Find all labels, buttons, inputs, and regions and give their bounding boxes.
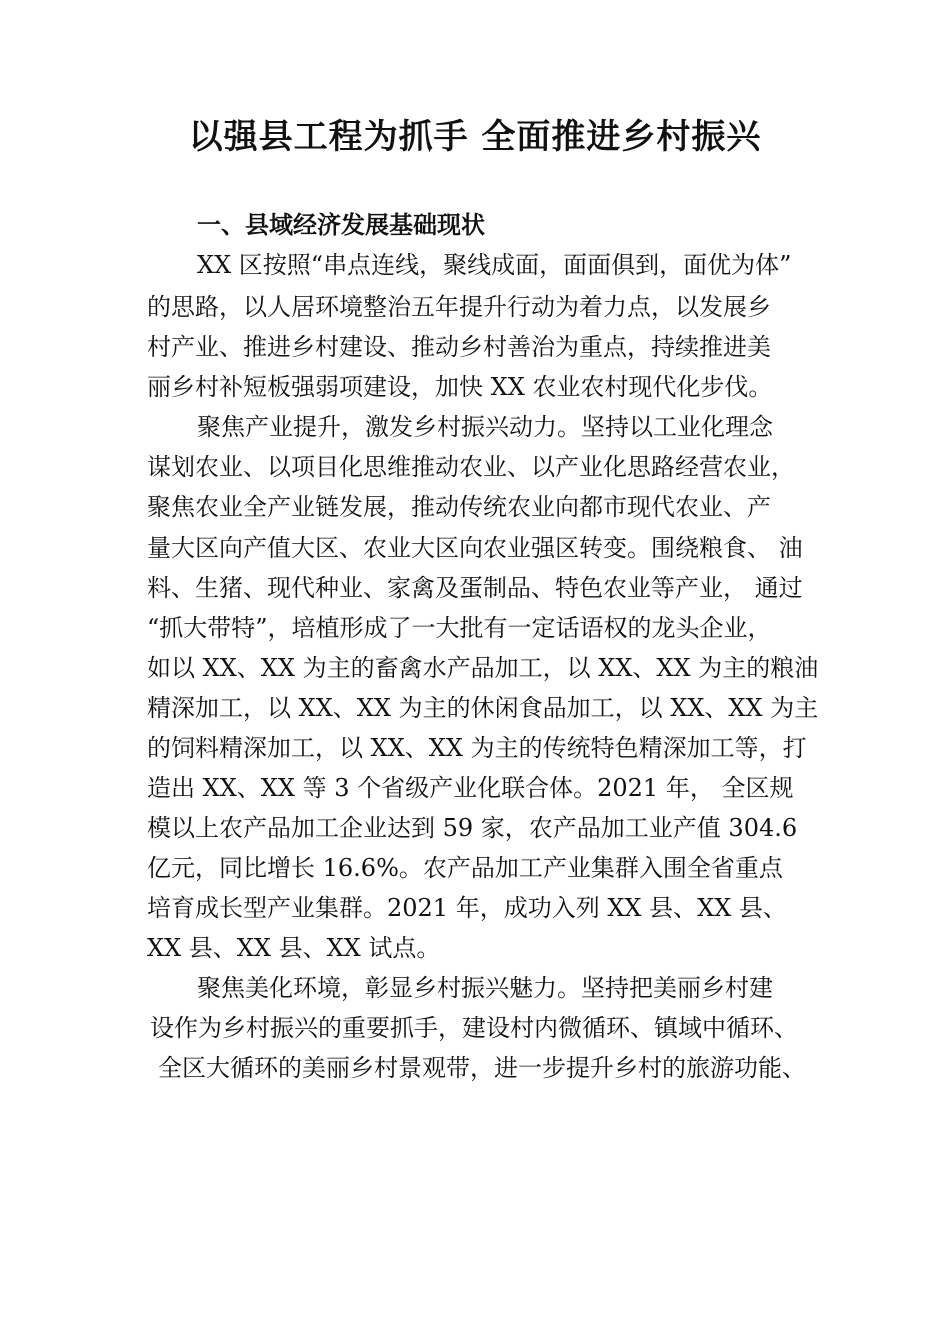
paragraph-2-line: 精深加工，以 XX、XX 为主的休闲食品加工，以 XX、XX 为主 (147, 694, 819, 722)
section-heading: 一、县域经济发展基础现状 (197, 211, 485, 239)
paragraph-2-line: “抓大带特”，培植形成了一大批有一定话语权的龙头企业， (147, 614, 772, 642)
paragraph-3-line: 聚焦美化环境，彰显乡村振兴魅力。坚持把美丽乡村建 (197, 974, 773, 1002)
paragraph-2-line: 聚焦产业提升，激发乡村振兴动力。坚持以工业化理念 (197, 413, 773, 441)
paragraph-3-line: 设作为乡村振兴的重要抓手，建设村内微循环、镇域中循环、 (150, 1014, 798, 1042)
paragraph-2-line: 培育成长型产业集群。2021 年，成功入列 XX 县、XX 县、 (147, 894, 787, 922)
paragraph-1-line: XX 区按照“串点连线，聚线成面，面面俱到，面优为体” (197, 251, 792, 279)
paragraph-1-line: 丽乡村补短板强弱项建设，加快 XX 农业农村现代化步伐。 (147, 373, 773, 401)
paragraph-2-line: 模以上农产品加工企业达到 59 家，农产品加工业产值 304.6 (147, 814, 798, 842)
paragraph-1-line: 村产业、推进乡村建设、推动乡村善治为重点，持续推进美 (147, 333, 771, 361)
paragraph-2-line: 谋划农业、以项目化思维推动农业、以产业化思路经营农业， (147, 453, 795, 481)
paragraph-2-line: 料、生猪、现代种业、家禽及蛋制品、特色农业等产业， 通过 (147, 574, 803, 602)
paragraph-2-line: 量大区向产值大区、农业大区向农业强区转变。围绕粮食、 油 (147, 534, 803, 562)
paragraph-2-line: 造出 XX、XX 等 3 个省级产业化联合体。2021 年， 全区规 (147, 774, 794, 802)
paragraph-2-line: 如以 XX、XX 为主的畜禽水产品加工，以 XX、XX 为主的粮油 (147, 654, 819, 682)
paragraph-2-line: 的饲料精深加工，以 XX、XX 为主的传统特色精深加工等，打 (147, 734, 807, 762)
paragraph-2-line: XX 县、XX 县、XX 试点。 (147, 934, 441, 962)
paragraph-2-line: 亿元，同比增长 16.6%。农产品加工产业集群入围全省重点 (147, 854, 783, 882)
paragraph-1-line: 的思路，以人居环境整治五年提升行动为着力点，以发展乡 (147, 293, 771, 321)
paragraph-3-line: 全区大循环的美丽乡村景观带，进一步提升乡村的旅游功能、 (158, 1054, 806, 1082)
paragraph-2-line: 聚焦农业全产业链发展，推动传统农业向都市现代农业、产 (147, 493, 771, 521)
document-title: 以强县工程为抓手 全面推进乡村振兴 (188, 117, 762, 157)
